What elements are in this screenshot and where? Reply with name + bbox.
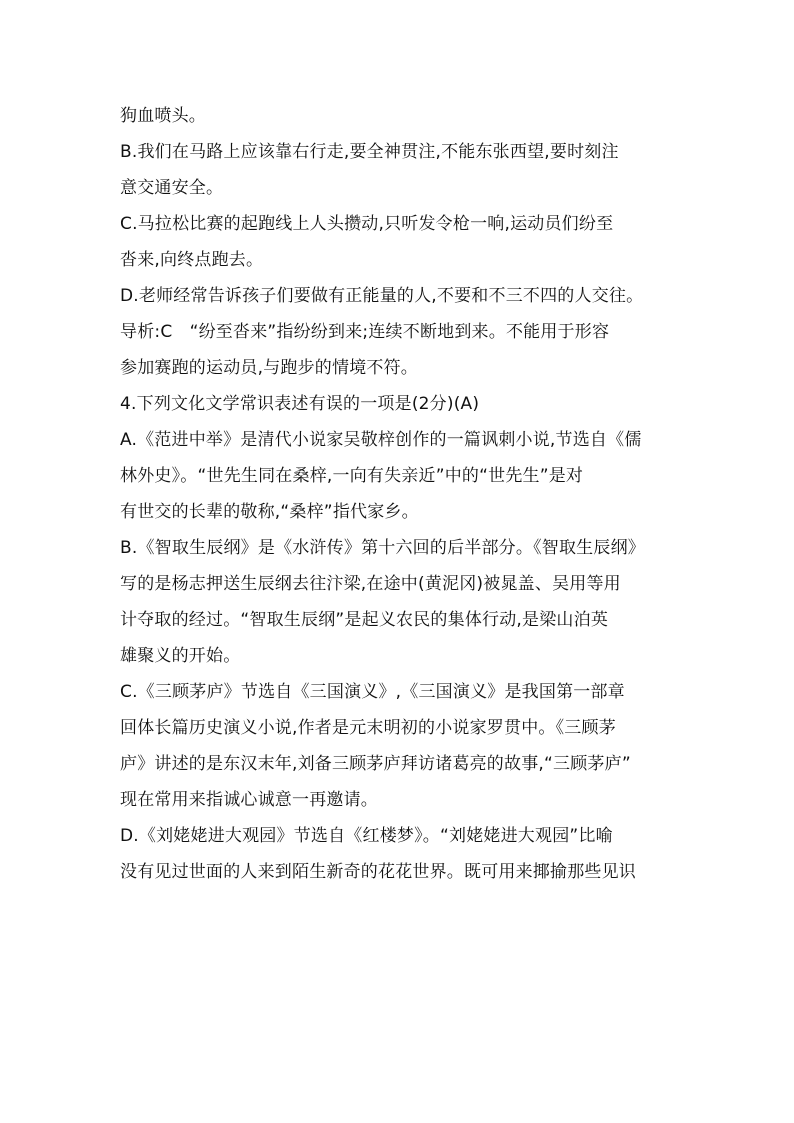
text-line: 沓来,向终点跑去。 (120, 250, 264, 270)
text-line: 现在常用来指诚心诚意一再邀请。 (120, 790, 378, 810)
text-line: 林外史》。“世先生同在桑梓,一向有失亲近”中的“世先生”是对 (120, 466, 584, 486)
text-line: 意交通安全。 (120, 178, 224, 198)
text-line: D.老师经常告诉孩子们要做有正能量的人,不要和不三不四的人交往。 (120, 286, 644, 306)
text-line: C.《三顾茅庐》节选自《三国演义》,《三国演义》是我国第一部章 (120, 682, 625, 702)
text-line: A.《范进中举》是清代小说家吴敬梓创作的一篇讽刺小说,节选自《儒 (120, 430, 642, 450)
text-line: C.马拉松比赛的起跑线上人头攒动,只听发令枪一响,运动员们纷至 (120, 214, 614, 234)
text-line: D.《刘姥姥进大观园》节选自《红楼梦》。“刘姥姥进大观园”比喻 (120, 826, 613, 846)
text-line: 导析:C “纷至沓来”指纷纷到来;连续不断地到来。不能用于形容 (120, 322, 610, 342)
text-line: 狗血喷头。 (120, 106, 206, 126)
text-line: 庐》讲述的是东汉末年,刘备三顾茅庐拜访诸葛亮的故事,“三顾茅庐” (120, 754, 631, 774)
text-line: B.我们在马路上应该靠右行走,要全神贯注,不能东张西望,要时刻注 (120, 142, 619, 162)
text-line: 没有见过世面的人来到陌生新奇的花花世界。既可用来揶揄那些见识 (120, 862, 636, 882)
text-line: 参加赛跑的运动员,与跑步的情境不符。 (120, 358, 419, 378)
text-line: 有世交的长辈的敬称,“桑梓”指代家乡。 (120, 502, 419, 522)
question-heading: 4.下列文化文学常识表述有误的一项是(2分)(A) (120, 394, 480, 414)
text-line: B.《智取生辰纲》是《水浒传》第十六回的后半部分。《智取生辰纲》 (120, 538, 645, 558)
text-line: 回体长篇历史演义小说,作者是元末明初的小说家罗贯中。《三顾茅 (120, 718, 616, 738)
document-body (120, 98, 680, 890)
text-line: 计夺取的经过。“智取生辰纲”是起义农民的集体行动,是梁山泊英 (120, 610, 609, 630)
text-line: 雄聚义的开始。 (120, 646, 241, 666)
text-line: 写的是杨志押送生辰纲去往汴梁,在途中(黄泥冈)被晁盖、吴用等用 (120, 574, 621, 594)
